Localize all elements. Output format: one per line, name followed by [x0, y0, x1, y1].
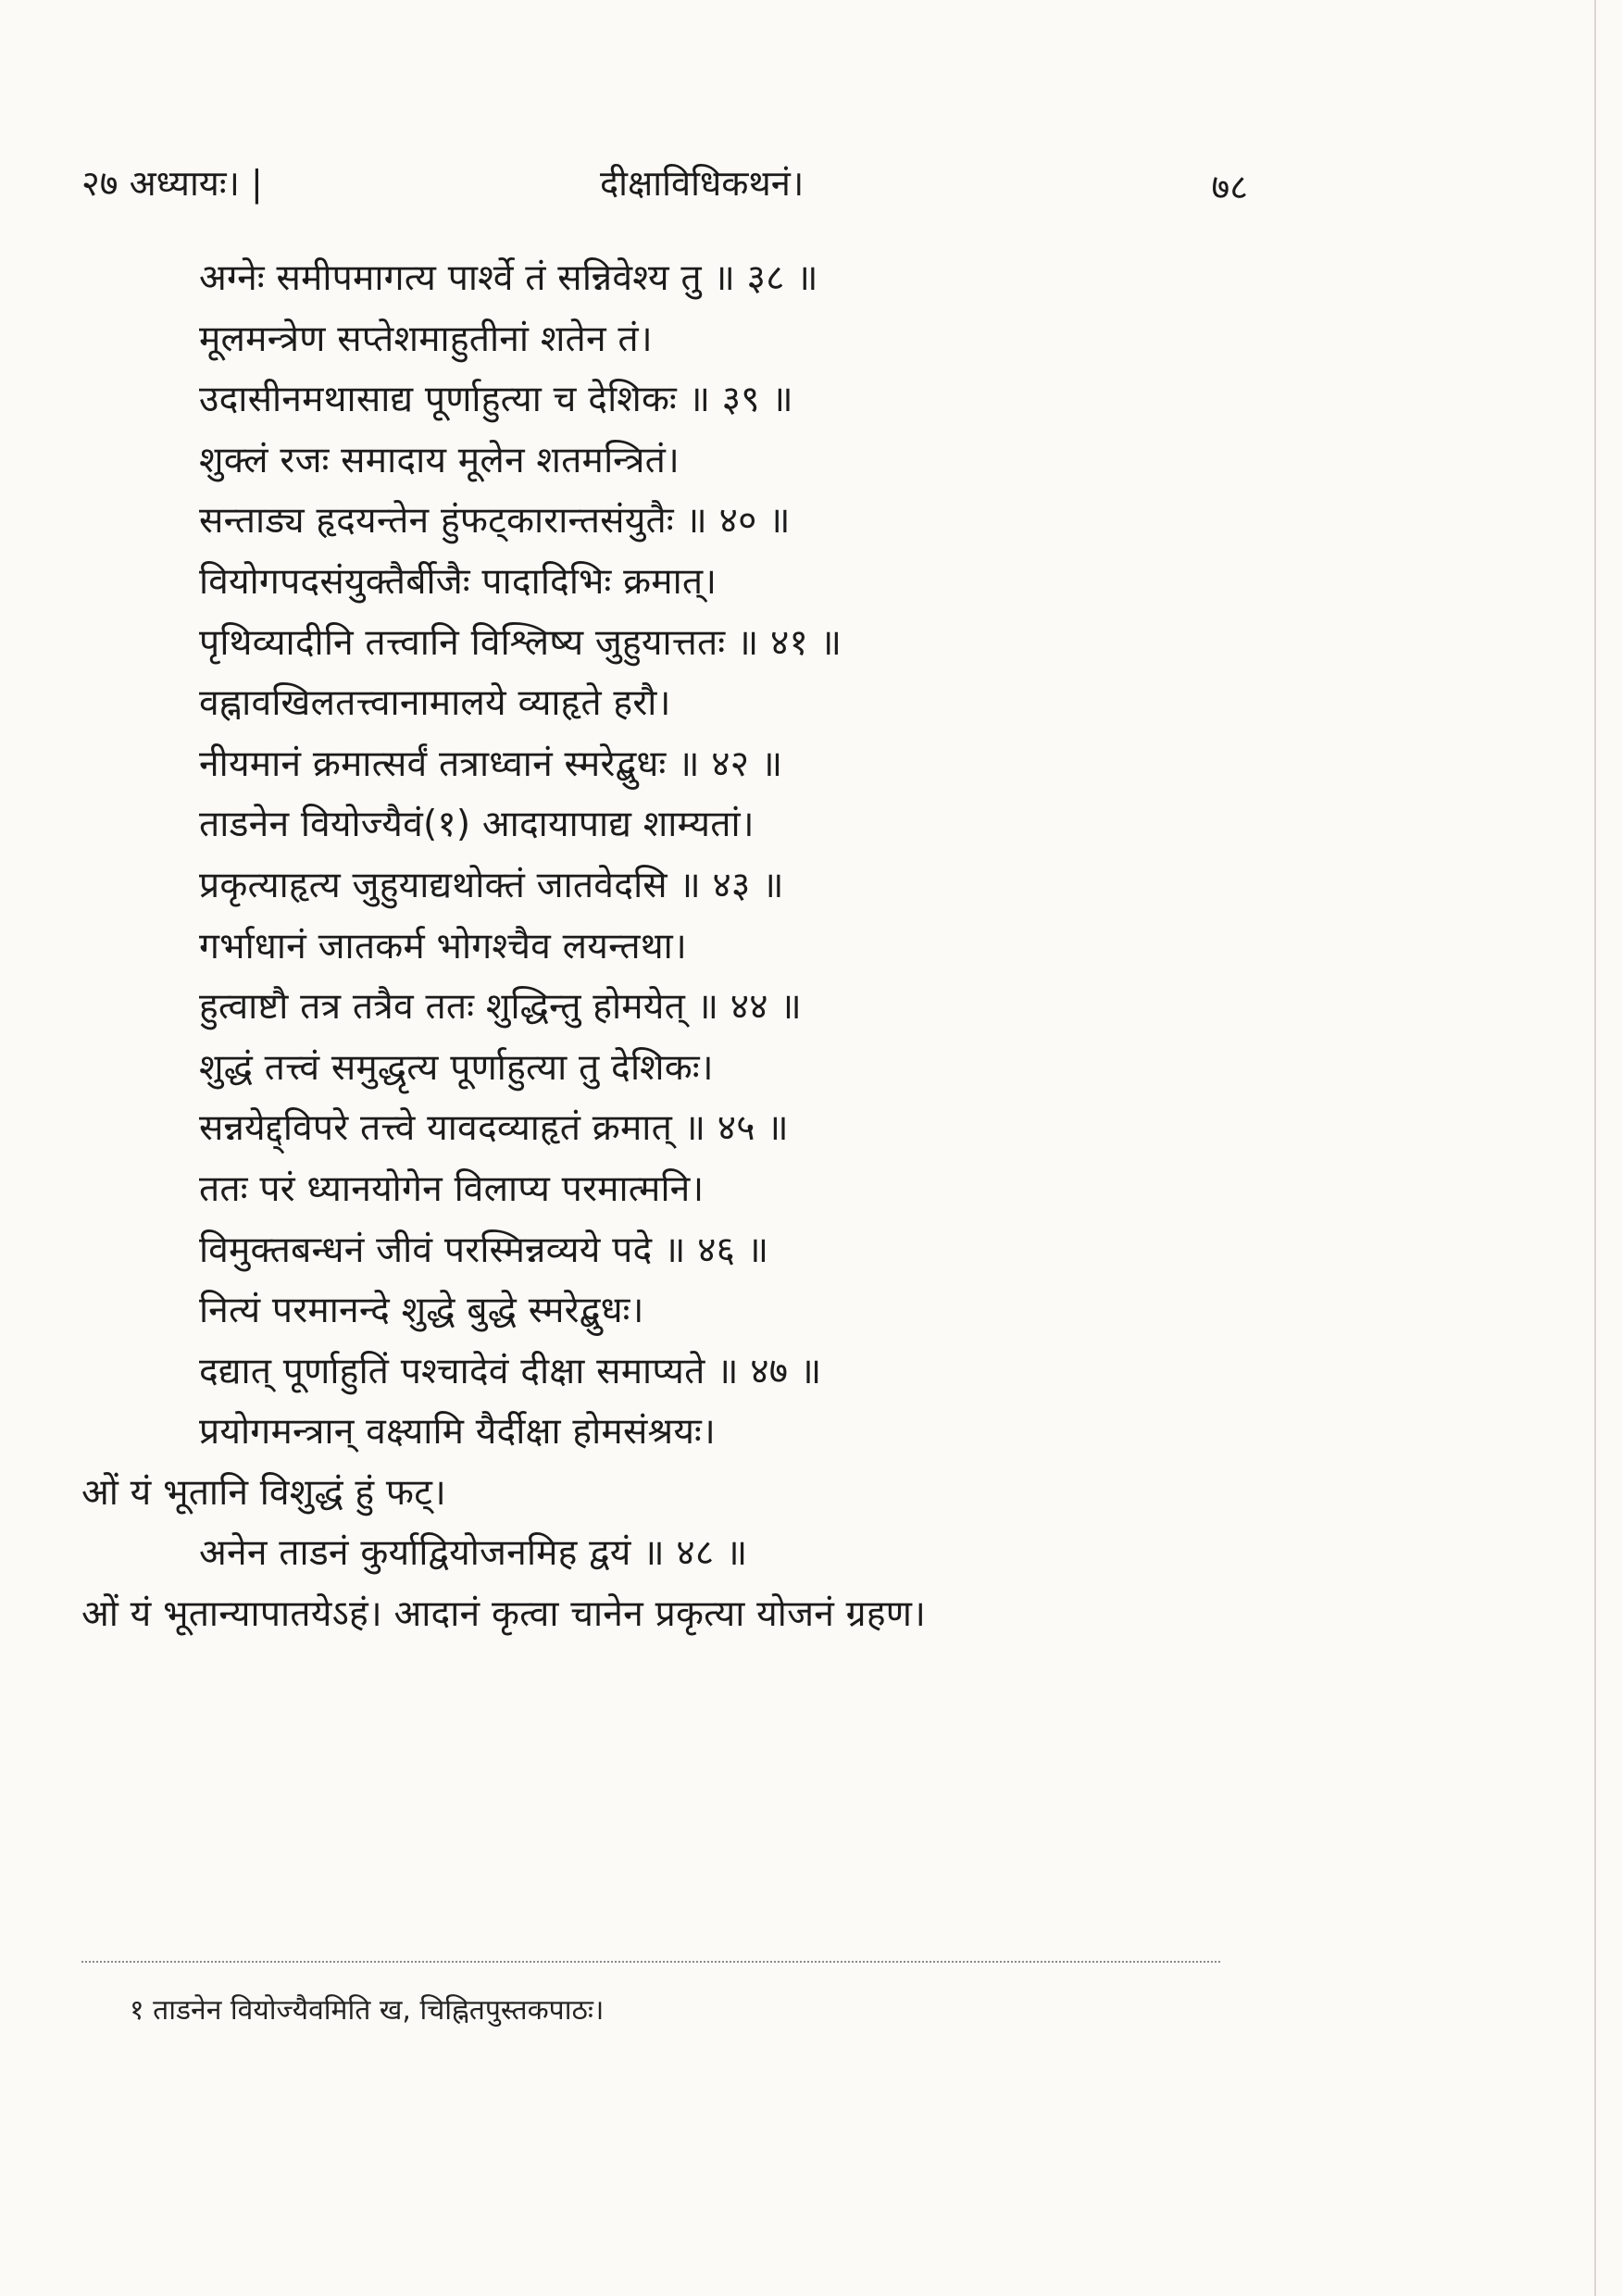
verse-line: उदासीनमथासाद्य पूर्णाहुत्या च देशिकः ॥ ३९ ॥	[199, 379, 793, 421]
footnote-rule	[81, 1961, 1220, 1963]
running-head-chapter: २७ अध्यायः। |	[81, 163, 263, 204]
verse-line: मूलमन्त्रेण सप्तेशमाहुतीनां शतेन तं।	[199, 318, 653, 360]
verse-line: नित्यं परमानन्दे शुद्धे बुद्धे स्मरेद्बुधः।	[199, 1290, 644, 1332]
verse-line: शुद्धं तत्त्वं समुद्धृत्य पूर्णाहुत्या तु देशिकः।	[199, 1046, 714, 1089]
verse-line: सन्नयेद्द्विपरे तत्त्वे यावदव्याहृतं क्रमात् ॥ ४५ ॥	[199, 1107, 789, 1150]
verse-line: ततः परं ध्यानयोगेन विलाप्य परमात्मनि।	[199, 1167, 705, 1210]
verse-line: अग्नेः समीपमागत्य पार्श्वे तं सन्निवेश्य तु ॥ ३८ ॥	[199, 257, 818, 299]
verse-line: विमुक्तबन्धनं जीवं परस्मिन्नव्यये पदे ॥ ४६ ॥	[199, 1229, 769, 1271]
verse-line: अनेन ताडनं कुर्याद्वियोजनमिह द्वयं ॥ ४८ ॥	[199, 1532, 748, 1575]
verse-line: नीयमानं क्रमात्सर्वं तत्राध्वानं स्मरेद्बुधः ॥ ४२ ॥	[199, 742, 783, 785]
verse-line: सन्ताड्य हृदयन्तेन हुंफट्कारान्तसंयुतैः ॥ ४० ॥	[199, 500, 791, 543]
verse-line: प्रयोगमन्त्रान् वक्ष्यामि यैर्दीक्षा होमसंश्रयः।	[199, 1411, 716, 1454]
verse-line: ओं यं भूतानि विशुद्धं हुं फट्।	[81, 1471, 447, 1514]
running-head-title: दीक्षाविधिकथनं।	[600, 163, 805, 204]
verse-line: शुक्लं रजः समादाय मूलेन शतमन्त्रितं।	[199, 439, 680, 481]
verse-line: प्रकृत्याहृत्य जुहुयाद्यथोक्तं जातवेदसि ॥ ४३ ॥	[199, 864, 784, 906]
scan-edge	[1594, 0, 1596, 2296]
verse-line: पृथिव्यादीनि तत्त्वानि विश्लिष्य जुहुयात्ततः ॥ ४१ ॥	[199, 621, 842, 664]
verse-line: ताडनेन वियोज्यैवं(१) आदायापाद्य शाम्यतां।	[199, 804, 755, 846]
footnote: १ ताडनेन वियोज्यैवमिति ख, चिह्नितपुस्तकपाठः।	[130, 1994, 605, 2027]
verse-block	[0, 248, 1296, 1645]
verse-line: वियोगपदसंयुक्तैर्बीजैः पादादिभिः क्रमात्।	[199, 560, 717, 603]
verse-line: दद्यात् पूर्णाहुतिं पश्चादेवं दीक्षा समाप्यते ॥ ४७ ॥	[199, 1350, 822, 1392]
verse-line: गर्भाधानं जातकर्म भोगश्चैव लयन्तथा।	[199, 925, 687, 967]
page-number: ७८	[1211, 167, 1248, 207]
page-header	[81, 156, 1248, 211]
verse-line: वह्नावखिलतत्त्वानामालये व्याहृते हरौ।	[199, 682, 671, 725]
verse-line: ओं यं भूतान्यापातयेऽहं। आदानं कृत्वा चानेन प्रकृत्या योजनं ग्रहण।	[81, 1593, 927, 1636]
verse-line: हुत्वाष्टौ तत्र तत्रैव ततः शुद्धिन्तु होमयेत् ॥ ४४ ॥	[199, 986, 802, 1029]
